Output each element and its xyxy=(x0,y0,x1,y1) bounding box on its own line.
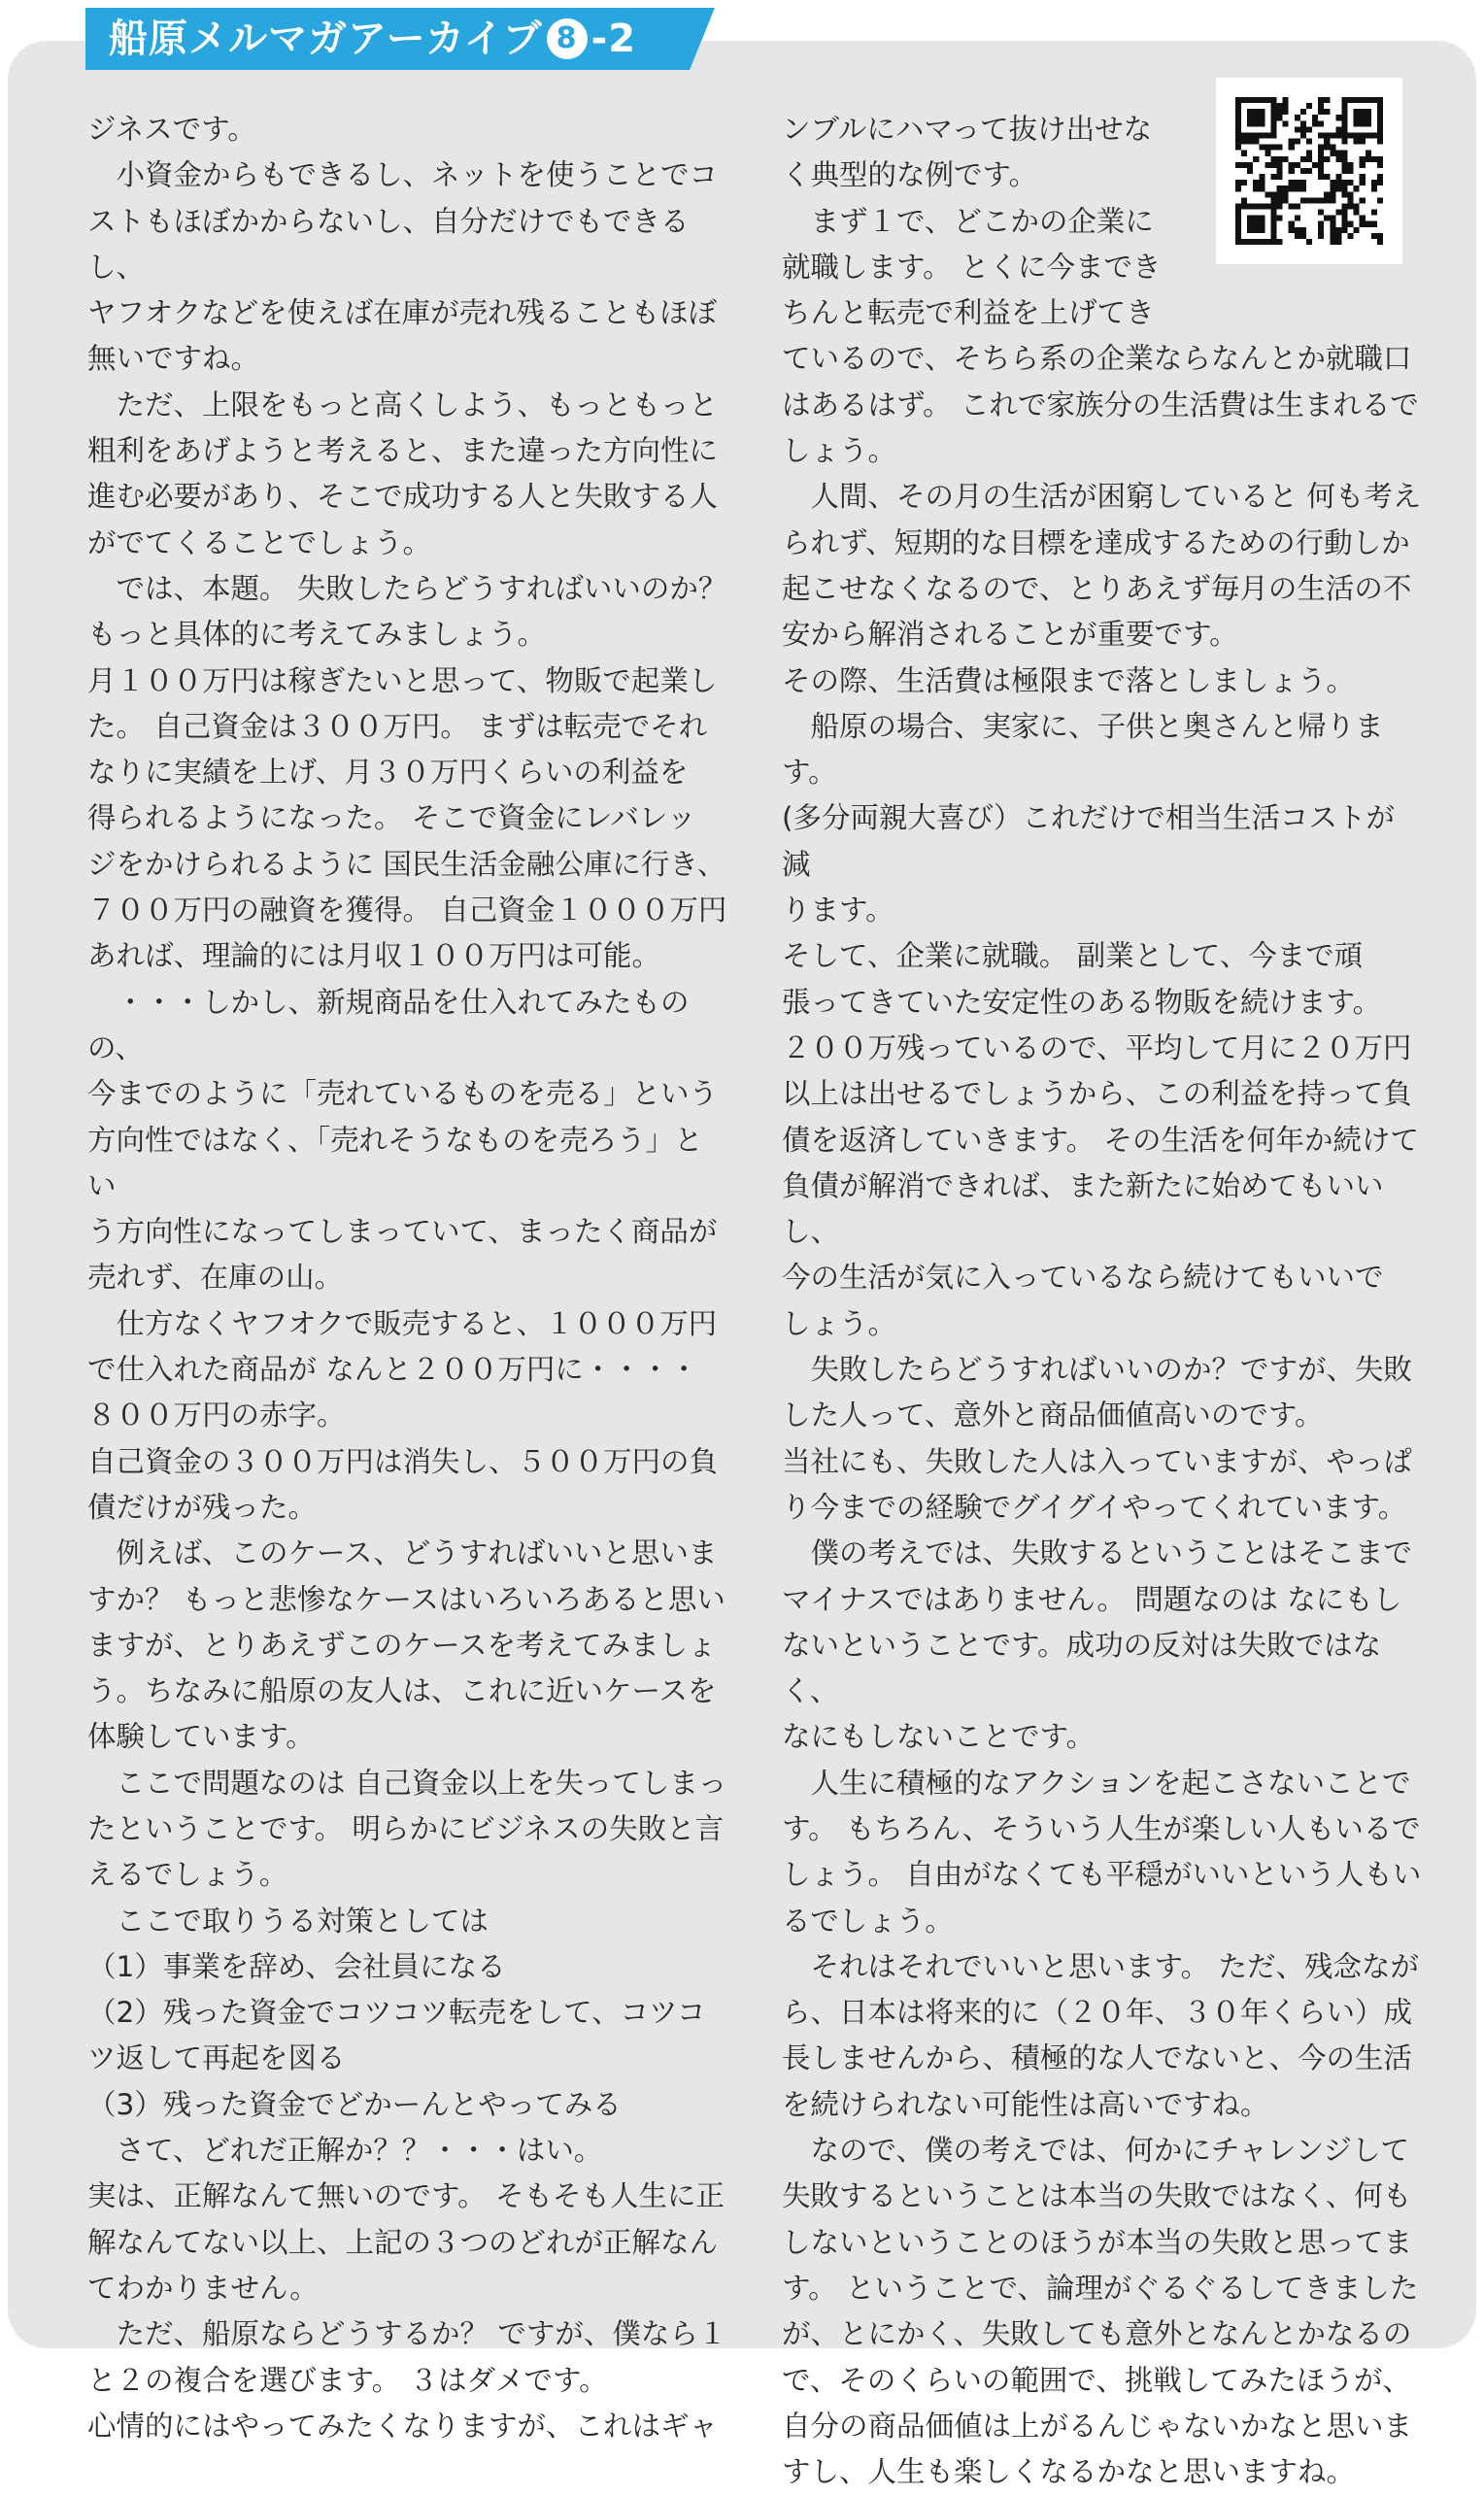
paragraph: （1）事業を辞め、会社員になる xyxy=(87,1949,506,1983)
paragraph: 当社にも、失敗した人は入っていますが、やっぱ り今までの経験でグイグイやってくれています。 xyxy=(782,1444,1413,1524)
paragraph: 自己資金の３００万円は消失し、５００万円の負 債だけが残った。 xyxy=(87,1444,719,1524)
paragraph: それはそれでいいと思います。 ただ、残念なが ら、日本は将来的に（２０年、３０年くらい）成 長しませんから、積極的な人でないと、今の生活 を続けられない可能性は高いですね。 xyxy=(782,1949,1420,2121)
paragraph: さて、どれだ正解か？？・・・はい。 xyxy=(87,2134,603,2168)
paragraph: では、本題。 失敗したらどうすればいいのか？ もっと具体的に考えてみましょう。 xyxy=(87,571,727,652)
qr-code-icon xyxy=(1235,97,1383,245)
paragraph: その際、生活費は極限まで落としましょう。 xyxy=(782,663,1356,697)
paragraph: 実は、正解なんて無いのです。 そもそも人生に正 解なんてない以上、上記の３つのどれが正解なん てわかりません。 xyxy=(87,2179,725,2305)
right-column xyxy=(782,107,1423,2495)
paragraph: ここで取りうる対策としては xyxy=(87,1904,489,1938)
title-main: 船原メルマガアーカイブ xyxy=(109,17,543,61)
paragraph: 僕の考えでは、失敗するということはそこまで マイナスではありません。 問題なのは なにもし ないということです。成功の反対は失敗ではなく、 なにもしないことです。 xyxy=(782,1536,1413,1754)
paragraph: 心情的にはやってみたくなりますが、これはギャ xyxy=(87,2409,719,2443)
paragraph: ・・・しかし、新規商品を仕入れてみたものの、 今までのように「売れているものを売る」という 方向性ではなく、「売れそうなものを売ろう」とい う方向性になってしまっていて、まったく商品が 売れず、在庫の山。 xyxy=(87,985,719,1295)
title-number-badge: 8 xyxy=(547,18,588,59)
paragraph: 月１００万円は稼ぎたいと思って、物販で起業し た。 自己資金は３００万円。 まずは転売でそれ なりに実績を上げ、月３０万円くらいの利益を 得られるようになった。 そこで資金にレバレッ ジをかけられるように 国民生活金融公庫に行き、 ７００万円の融資を獲得。 自己資金１０００万円 あれば、理論的には月収１００万円は可能。 xyxy=(87,663,727,973)
qr-code[interactable] xyxy=(1216,78,1402,264)
title-suffix: -2 xyxy=(590,17,637,61)
left-column xyxy=(87,107,728,2449)
paragraph: 人生に積極的なアクションを起こさないことで す。 もちろん、そういう人生が楽しい人もいるで しょう。 自由がなくても平穏がいいという人もい るでしょう。 xyxy=(782,1766,1422,1938)
paragraph: ただ、船原ならどうするか？ ですが、僕なら１ と２の複合を選びます。 ３はダメです。 xyxy=(87,2317,727,2397)
paragraph: 例えば、このケース、どうすればいいと思いま すか？ もっと悲惨なケースはいろいろあると思い ますが、とりあえずこのケースを考えてみましょ う。ちなみに船原の友人は、これに近いケースを 体験しています。 xyxy=(87,1536,725,1754)
paragraph: ただ、上限をもっと高くしよう、もっともっと 粗利をあげようと考えると、また違った方向性に 進む必要があり、そこで成功する人と失敗する人 がでてくることでしょう。 xyxy=(87,388,719,559)
paragraph: 小資金からもできるし、ネットを使うことでコ ストもほぼかからないし、自分だけでもできるし、 ヤフオクなどを使えば在庫が売れ残ることもほぼ 無いですね。 xyxy=(87,158,719,376)
paragraph: 失敗したらどうすればいいのか？ですが、失敗 した人って、意外と商品価値高いのです。 xyxy=(782,1353,1413,1433)
paragraph: 船原の場合、実家に、子供と奥さんと帰ります。 (多分両親大喜び）これだけで相当生活コストが減 ります。 xyxy=(782,709,1396,927)
paragraph: 仕方なくヤフオクで販売すると、１０００万円 で仕入れた商品が なんと２００万円に・・・・ ８００万円の赤字。 xyxy=(87,1306,718,1433)
paragraph: ンブルにハマって抜け出せな く典型的な例です。 xyxy=(782,113,1153,192)
paragraph: なので、僕の考えでは、何かにチャレンジして 失敗するということは本当の失敗ではなく、何も しないということのほうが本当の失敗と思ってま す。 ということで、論理がぐるぐるしてきました が、とにかく、失敗しても意外となんとかなるの で、そのくらいの範囲で、挑戦してみたほうが、 自分の商品価値は上がるんじゃないかなと思いま すし、人生も楽しくなるかなと思いますね。 xyxy=(782,2134,1419,2489)
paragraph: そして、企業に就職。 副業として、今まで頑 張ってきていた安定性のある物販を続けます。 ２００万残っているので、平均して月に２０万円 以上は出せるでしょうから、この利益を持って負 債を返済していきます。 その生活を何年か続けて 負債が解消できれば、また新たに始めてもいいし、 今の生活が気に入っているなら続けてもいいで しょう。 xyxy=(782,939,1420,1340)
paragraph: ジネスです。 xyxy=(87,113,256,146)
page-title xyxy=(109,12,636,66)
paragraph: ここで問題なのは 自己資金以上を失ってしまっ たということです。 明らかにビジネスの失敗と言 えるでしょう。 xyxy=(87,1766,727,1892)
paragraph: （3）残った資金でどかーんとやってみる xyxy=(87,2087,622,2121)
paragraph: まず１で、どこかの企業に 就職します。 とくに今までき ちんと転売で利益を上げてき ているので、そちら系の企業ならなんとか就職口 はあるはず。 これで家族分の生活費は生まれるで しょう。 xyxy=(782,204,1419,468)
paragraph: 人間、その月の生活が困窮していると 何も考え られず、短期的な目標を達成するための行動しか 起こせなくなるので、とりあえず毎月の生活の不 安から解消されることが重要です。 xyxy=(782,480,1422,652)
paragraph: （2）残った資金でコツコツ転売をして、コツコ ツ返して再起を図る xyxy=(87,1996,706,2075)
